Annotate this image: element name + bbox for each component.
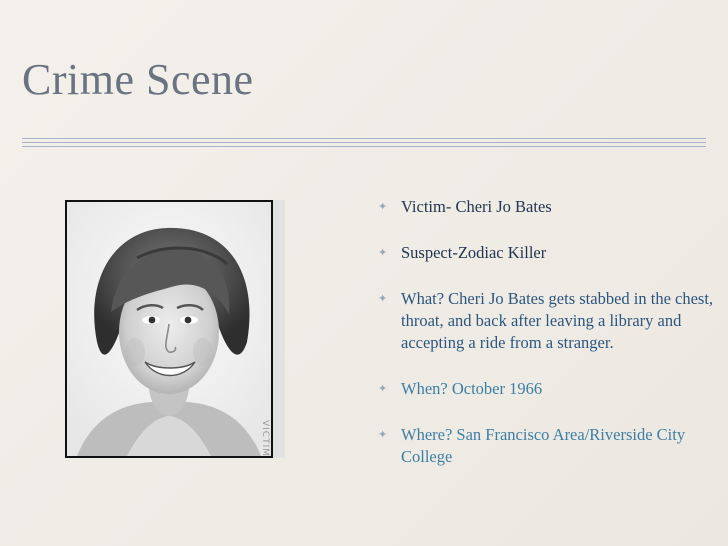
bullet-text: What? Cheri Jo Bates gets stabbed in the chest, throat, and back after leaving a library and accepting a ride from a stranger. — [401, 289, 714, 352]
bullet-victim — [378, 196, 718, 218]
title-divider-line — [22, 138, 706, 139]
portrait-image — [67, 202, 271, 456]
bullet-when — [378, 378, 718, 400]
title-divider-line — [22, 142, 706, 143]
bullet-star-icon: ✦ — [378, 428, 388, 441]
bullet-text: Where? San Francisco Area/Riverside City College — [401, 425, 686, 466]
bullet-suspect — [378, 242, 718, 264]
photo-edge-strip — [273, 200, 285, 458]
title-divider-line — [22, 146, 706, 147]
bullet-star-icon: ✦ — [378, 382, 388, 395]
bullet-list — [378, 196, 718, 492]
bullet-what — [378, 288, 718, 354]
bullet-text: Suspect-Zodiac Killer — [401, 243, 547, 262]
victim-photo — [65, 200, 273, 458]
bullet-star-icon: ✦ — [378, 200, 388, 213]
bullet-star-icon: ✦ — [378, 246, 388, 259]
bullet-star-icon: ✦ — [378, 292, 388, 305]
slide-title: Crime Scene — [22, 55, 254, 104]
photo-caption — [260, 420, 270, 438]
bullet-text: When? October 1966 — [401, 379, 543, 398]
bullet-text: Victim- Cheri Jo Bates — [401, 197, 552, 216]
bullet-where — [378, 424, 718, 468]
